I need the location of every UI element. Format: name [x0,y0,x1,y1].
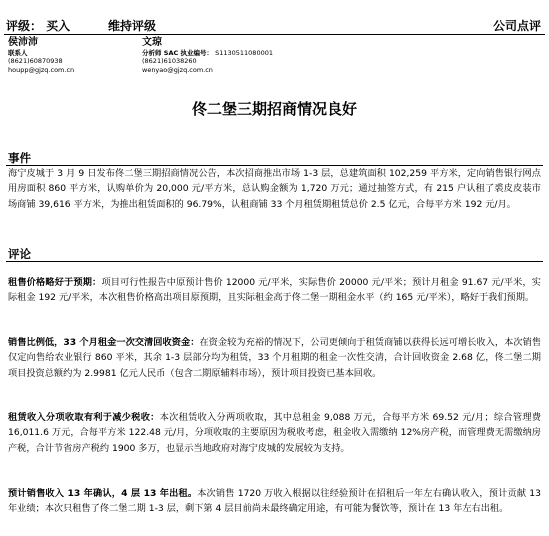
maintain-rating-label: 维持评级 [108,19,157,33]
event-paragraph [8,166,541,212]
header-divider [4,34,545,35]
section-heading-review: 评论 [8,247,31,261]
analyst-role: 分析师 SAC 执业编号： [142,49,214,57]
analyst-phone: (8621)60870938 [8,57,63,66]
paragraph-text: 海宁皮城于 3 月 9 日发布佟二堡三期招商情况公告，本次招商推出市场 1-3 层，总建筑面积 102,259 平方米，定向销售银行网点用房面积 860 平方米，认购单价为 20,000 元/平方米，总认购金额为 1,720 万元；通过抽签方式，有 215 户认租了裘皮皮装市场商铺 39,616 平方米，为推出租赁面积的 96.79%，认租商铺 33 个月租赁期租赁总价 2.5 亿元，合每平方米 192 元/月。 [8,168,541,210]
paragraph-lead: 租赁收入分项收取有利于减少税收： [8,412,160,423]
review-paragraph [8,275,541,306]
section-divider [6,261,543,262]
analyst-card-analyst [142,37,273,74]
analyst-name: 文琼 [142,37,162,48]
paragraph-text: 项目可行性报告中原预计售价 12000 元/平米，实际售价 20000 元/平米；预计月租金 91.67 元/平米，实际租金 192 元/平米，本次租售价格高出项目原预期，且实际租金高于佟二堡一期租金水平（约 165 元/平米），略好于我们预期。 [8,277,541,304]
review-paragraph [8,486,541,517]
rating-label: 评级： 买入 [6,19,71,33]
review-paragraph [8,335,541,381]
analyst-license-row [142,49,273,57]
paragraph-text: 在资金较为充裕的情况下，公司更倾向于租赁商铺以获得长远可增长收入，本次销售仅定向售给农业银行 860 平米，其余 1-3 层部分均为租赁，33 个月租期的租金一次性交清，合计回收资金 2.68 亿，佟二堡二期项目投资总额约为 2.9981 亿元人民币（包含二期原辅料市场），预计项目投资已基本回收。 [8,337,542,379]
report-title: 佟二堡三期招商情况良好 [191,100,357,118]
report-header [0,0,549,34]
analyst-name: 侯沛沛 [8,37,38,48]
analyst-license: S1130511080001 [215,49,273,57]
paragraph-lead: 销售比例低，33 个月租金一次交清回收资金： [8,337,200,348]
analyst-email[interactable]: houpp@gjzq.com.cn [8,65,75,74]
paragraph-text: 本次销售 1720 万收入根据以往经验预计在招租后一年左右确认收入，预计贡献 13 年业绩；本次只租售了佟二堡二期 1-3 层，剩下第 4 层目前尚未最终确定用途，有可能为餐饮等，预计在 13 年左右出租。 [8,488,541,515]
paragraph-lead: 租售价格略好于预期： [8,277,102,288]
paragraph-text: 本次租赁收入分两项收取，其中总租金 9,088 万元，合每平方米 69.52 元/月；综合管理费 16,011.6 万元，合每平方米 122.48 元/月，分项收取的主要原因为税收考虑，租金收入需缴纳 12%房产税，而管理费无需缴纳房产税，合计节省房产税约 1900 多万，也显示当地政府对海宁皮城的发展较为支持。 [8,412,541,454]
paragraph-lead: 预计销售收入 13 年确认，4 层 13 年出租。 [8,488,198,499]
report-type-label: 公司点评 [492,19,541,33]
review-paragraph [8,410,541,456]
analyst-card-contact [8,37,74,74]
analyst-phone: (8621)61038260 [142,57,197,66]
analyst-email[interactable]: wenyao@gjzq.com.cn [142,65,213,74]
section-heading-event: 事件 [8,151,31,165]
analyst-role: 联系人 [8,49,28,57]
